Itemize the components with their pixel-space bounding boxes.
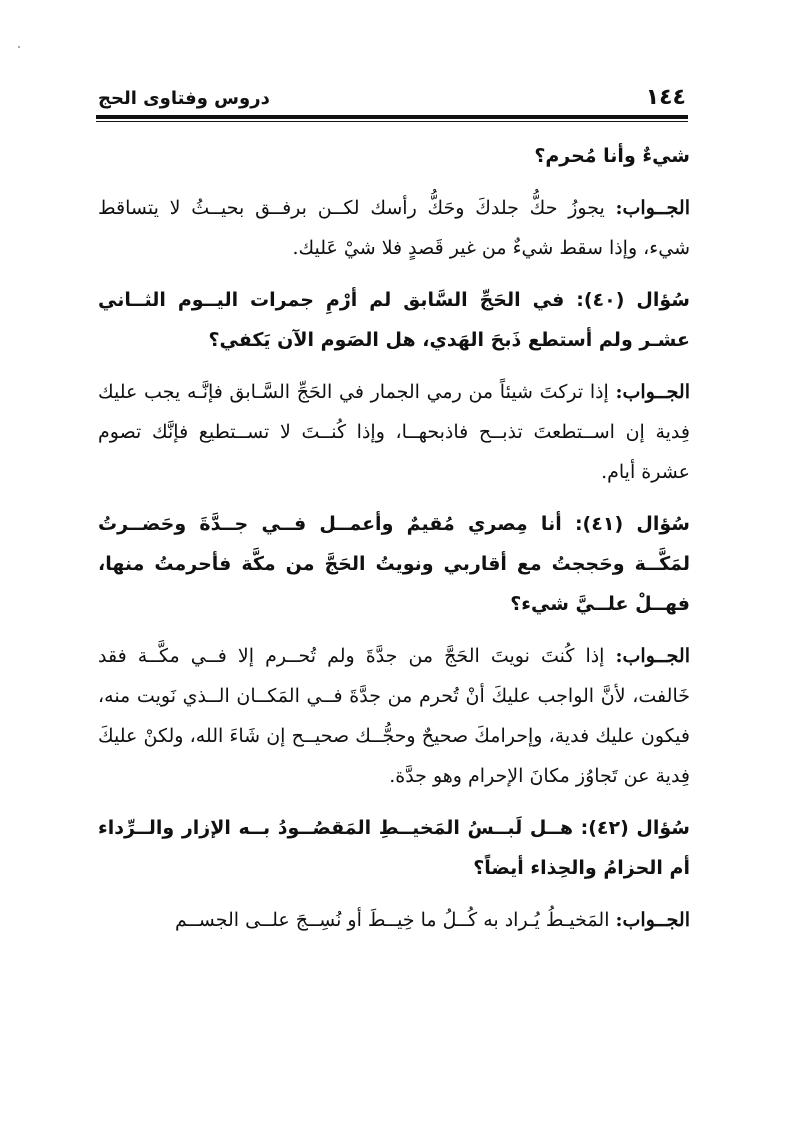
answer-paragraph [98,636,690,796]
answer-label: الجــواب: [615,197,690,219]
answer-label: الجــواب: [615,909,690,931]
header-rule-thin [96,121,688,122]
question-paragraph: سُؤال (٤٠): في الحَجِّ السَّابق لم أرْمِ جمرات اليــوم الثــاني عشـر ولم أستطع ذَبحَ الهَدي، هل الصَوم الآن يَكفي؟ [98,289,690,351]
answer-text: إذا كُنتَ نويتَ الحَجَّ من جدَّةَ ولم تُحــرم إلا فــي مكَّــة فقد خَالفت، لأنَّ الواجب عليكَ أنْ تُحرم من جدَّةَ فــي المَكــان الــذي نَويت منه، فيكون عليك فدية، وإحرامكَ صحيحٌ وحجُّــك صحيــح إن شَاءَ الله، ولكنْ عليكَ فِدية عن تَجاوُز مكانَ الإحرام وهو جدَّة. [98,645,690,787]
answer-paragraph [98,900,690,940]
answer-text: يجوزُ حكُّ جلدكَ وحَكُّ رأسك لكــن برفــق بحيــثُ لا يتساقط شيء، وإذا سقط شيءٌ من غير قَصدٍ فلا شيْ عَليك. [98,197,690,259]
page-number: ١٤٤ [645,85,686,110]
question-paragraph: سُؤال (٤١): أنا مِصري مُقيمٌ وأعمــل فــي جــدَّةَ وحَضــرتُ لمَكَّــة وحَججتُ مع أقاربي ونويتُ الحَجَّ من مكَّة فأحرمتُ منها، فهــلْ علــيَّ شيء؟ [98,513,690,615]
answer-paragraph [98,372,690,492]
question-continuation: شيءٌ وأنا مُحرم؟ [534,145,690,167]
answer-paragraph [98,188,690,268]
book-title: دروس وفتاوى الحج [98,88,270,109]
answer-text: المَخيـطُ يُـراد به كُــلُ ما خِيــطَ أو نُسِــجَ علــى الجســم [175,909,616,931]
answer-label: الجــواب: [615,381,690,403]
question-paragraph: سُؤال (٤٢): هــل لَبــسُ المَخيــطِ المَقصُــودُ بــه الإزار والــرِّداء أم الحزامُ والحِذاء أيضاً؟ [98,817,690,879]
answer-text: إذا تركتَ شيئاً من رمي الجمار في الحَجِّ السَّـابق فإنَّـه يجب عليك فِدية إن اســتطعتَ تذبــح فاذبحهــا، وإذا كُنــتَ لا تســتطيع فإنَّك تصوم عشرة أيام. [98,381,690,483]
body-text [98,136,690,952]
answer-label: الجــواب: [615,645,690,667]
header-rule-thick [96,115,688,119]
margin-mark [18,46,20,48]
